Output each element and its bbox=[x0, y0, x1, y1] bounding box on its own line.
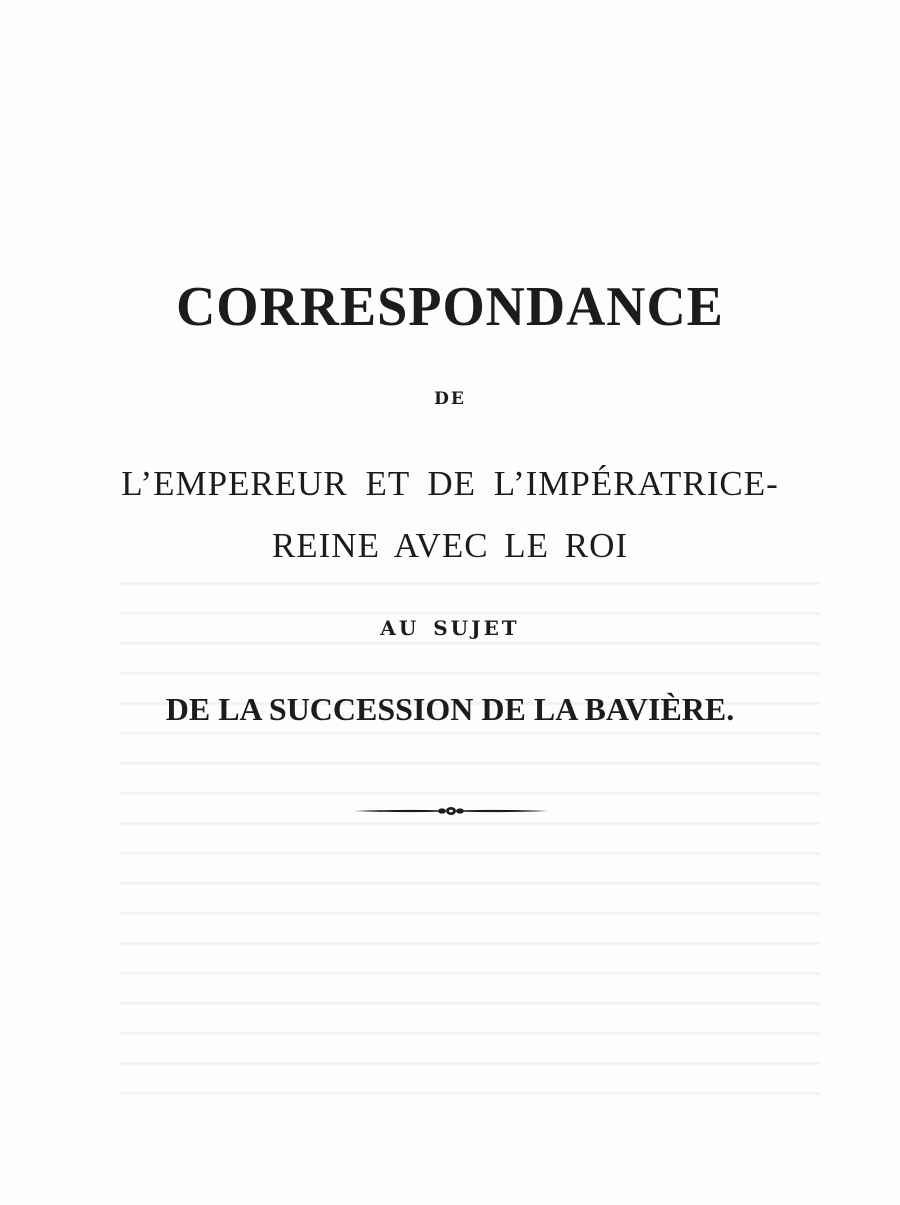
subtitle-line-1: L’EMPEREUR ET DE L’IMPÉRATRICE- bbox=[121, 464, 779, 503]
page-title: CORRESPONDANCE bbox=[176, 276, 724, 338]
show-through-text bbox=[120, 560, 820, 1120]
subtitle-line-3: DE LA SUCCESSION DE LA BAVIÈRE. bbox=[165, 691, 735, 727]
ornament-divider-icon bbox=[354, 804, 548, 818]
subtitle-line-2: REINE AVEC LE ROI bbox=[271, 526, 629, 565]
subtitle-au-sujet: AU SUJET bbox=[380, 616, 520, 640]
subtitle-de: DE bbox=[434, 389, 466, 409]
